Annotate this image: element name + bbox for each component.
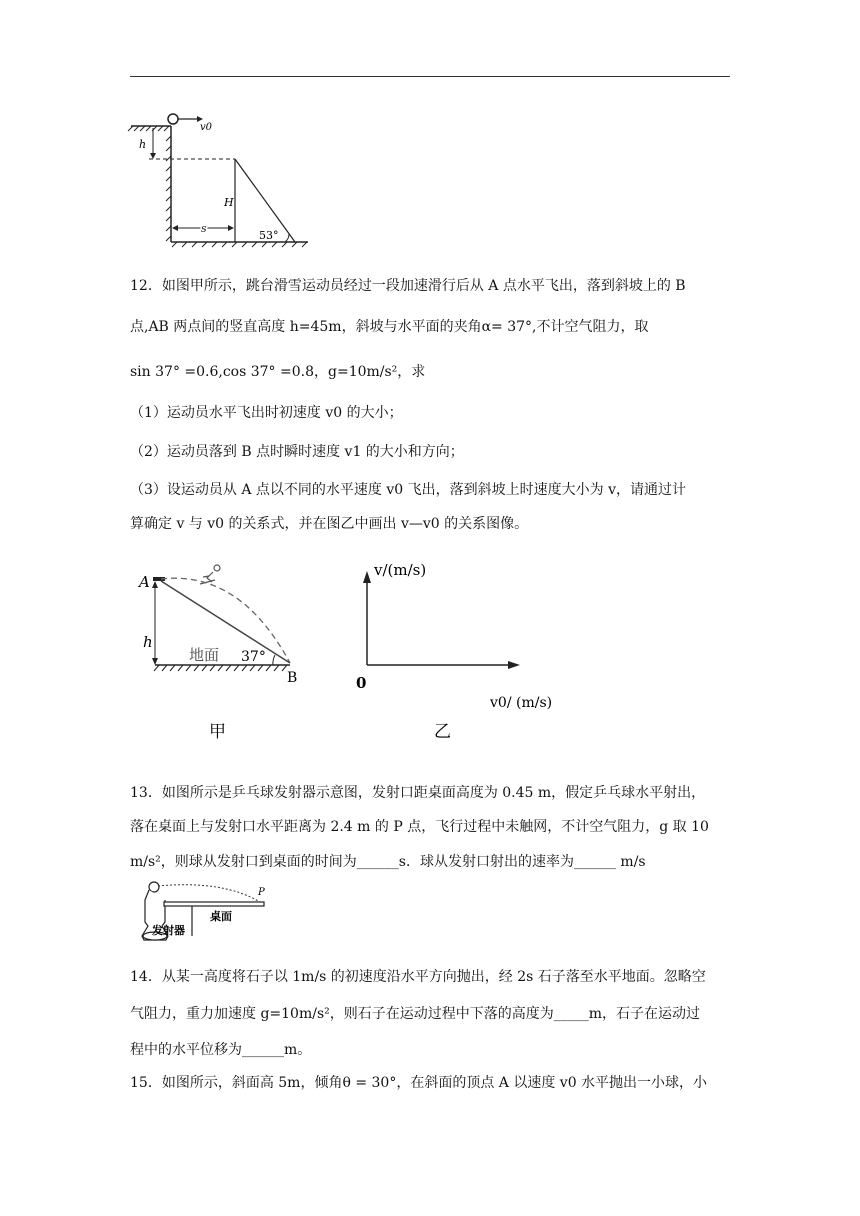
header-rule <box>130 76 730 77</box>
q14-line3: 程中的水平位移为______m。 <box>130 1042 312 1058</box>
table-label: 桌面 <box>210 910 232 923</box>
h-label-jia: h <box>143 633 153 651</box>
s-label: s <box>201 222 207 235</box>
ski-jump-diagram <box>135 555 315 750</box>
skier-icon <box>200 565 220 584</box>
cliff-slope-diagram <box>125 108 315 248</box>
q13-line3: m/s²，则球从发射口到桌面的时间为______s．球从发射口射出的速率为______ m/s <box>130 854 646 870</box>
point-P-label: P <box>258 887 265 898</box>
q12-line2: 点,AB 两点间的竖直高度 h=45m，斜坡与水平面的夹角α= 37°,不计空气阻力，取 <box>130 319 649 335</box>
v0-label: v0 <box>200 122 213 133</box>
angle-37-label: 37° <box>241 649 266 665</box>
caption-yi: 乙 <box>434 722 451 742</box>
q12-line3: sin 37° =0.6,cos 37° =0.8，g=10m/s²，求 <box>130 364 426 380</box>
H-label: H <box>224 196 234 209</box>
v-v0-axes <box>350 555 570 750</box>
q12-sub2: （2）运动员落到 B 点时瞬时速度 v1 的大小和方向； <box>130 444 464 460</box>
q14-line1: 14．从某一高度将石子以 1m/s 的初速度沿水平方向抛出，经 2s 石子落至水平地面。忽略空 <box>130 969 706 985</box>
point-B-label: B <box>287 670 298 686</box>
launcher-label: 发射器 <box>152 924 185 937</box>
q13-line1: 13．如图所示是乒乓球发射器示意图，发射口距桌面高度为 0.45 m，假定乒乓球水平射出， <box>130 785 706 801</box>
y-axis-label: v/(m/s) <box>374 561 427 579</box>
q12-line1: 12．如图甲所示，跳台滑雪运动员经过一段加速滑行后从 A 点水平飞出，落到斜坡上的 B <box>130 278 686 294</box>
q15-line1: 15．如图所示，斜面高 5m，倾角θ = 30°，在斜面的顶点 A 以速度 v0 水平抛出一小球，小 <box>130 1075 708 1091</box>
point-A-label: A <box>139 573 150 591</box>
q12-sub3a: （3）设运动员从 A 点以不同的水平速度 v0 飞出，落到斜坡上时速度大小为 v，请通过计 <box>130 482 686 498</box>
q13-line2: 落在桌面上与发射口水平距离为 2.4 m 的 P 点，飞行过程中未触网，不计空气阻力，g 取 10 <box>130 819 709 835</box>
h-label: h <box>139 138 147 151</box>
x-axis-label: v0/ (m/s) <box>490 695 553 711</box>
q14-line2: 气阻力，重力加速度 g=10m/s²，则石子在运动过程中下落的高度为_____m，石子在运动过 <box>130 1006 701 1022</box>
q12-sub1: （1）运动员水平飞出时初速度 v0 的大小； <box>130 405 403 421</box>
caption-jia: 甲 <box>209 722 226 742</box>
origin-label: 0 <box>356 674 367 692</box>
q12-sub3b: 算确定 v 与 v0 的关系式，并在图乙中画出 v—v0 的关系图像。 <box>130 516 529 532</box>
angle-53-label: 53° <box>259 229 279 242</box>
ground-label: 地面 <box>189 646 220 664</box>
ping-pong-launcher-diagram <box>128 878 278 950</box>
